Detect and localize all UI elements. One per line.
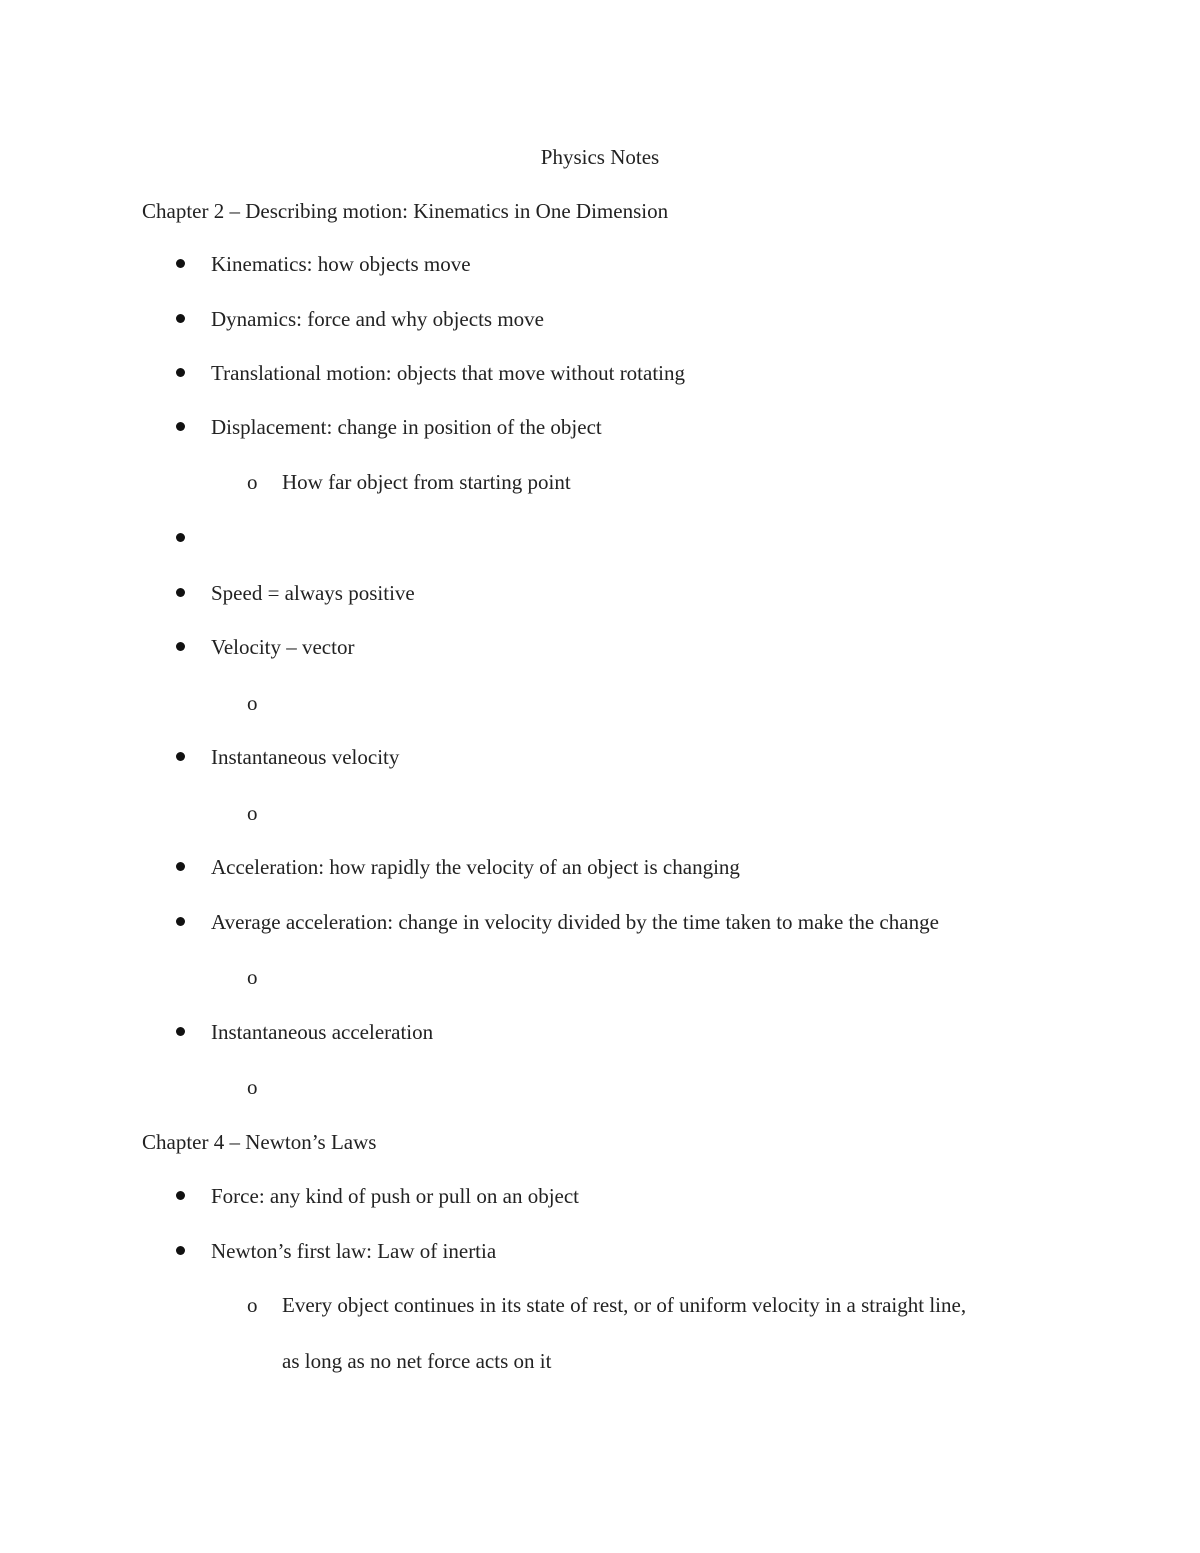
document-title: Physics Notes [540, 145, 660, 169]
list-item: Speed = always positive [211, 581, 415, 605]
list-item: Average acceleration: change in velocity divided by the time taken to make the change [211, 910, 939, 934]
list-item: Kinematics: how objects move [211, 252, 471, 276]
sub-bullet-icon: o [247, 1293, 258, 1317]
bullet-icon [176, 917, 185, 926]
sub-bullet-icon: o [247, 691, 258, 715]
bullet-icon [176, 422, 185, 431]
chapter-4-heading: Chapter 4 – Newton’s Laws [142, 1130, 377, 1154]
bullet-icon [176, 1191, 185, 1200]
sub-bullet-icon: o [247, 965, 258, 989]
list-item: Dynamics: force and why objects move [211, 307, 544, 331]
sub-list-item-continuation: as long as no net force acts on it [282, 1349, 552, 1373]
sub-bullet-icon: o [247, 1075, 258, 1099]
sub-bullet-icon: o [247, 801, 258, 825]
bullet-icon [176, 1027, 185, 1036]
bullet-icon [176, 752, 185, 761]
bullet-icon [176, 314, 185, 323]
list-item: Force: any kind of push or pull on an object [211, 1184, 580, 1208]
bullet-icon [176, 588, 185, 597]
sub-list-item: Every object continues in its state of rest, or of uniform velocity in a straight line, [282, 1293, 967, 1317]
bullet-icon [176, 368, 185, 377]
bullet-icon [176, 259, 185, 268]
sub-bullet-icon: o [247, 470, 258, 494]
bullet-icon [176, 862, 185, 871]
list-item: Velocity – vector [211, 635, 355, 659]
bullet-icon [176, 1246, 185, 1255]
list-item: Translational motion: objects that move without rotating [211, 361, 686, 385]
list-item: Displacement: change in position of the object [211, 415, 602, 439]
chapter-2-heading: Chapter 2 – Describing motion: Kinematics in One Dimension [142, 199, 669, 223]
list-item: Instantaneous acceleration [211, 1020, 434, 1044]
list-item: Newton’s first law: Law of inertia [211, 1239, 497, 1263]
sub-list-item: How far object from starting point [282, 470, 571, 494]
bullet-icon [176, 533, 185, 542]
list-item: Acceleration: how rapidly the velocity of an object is changing [211, 855, 740, 879]
bullet-icon [176, 642, 185, 651]
list-item: Instantaneous velocity [211, 745, 400, 769]
